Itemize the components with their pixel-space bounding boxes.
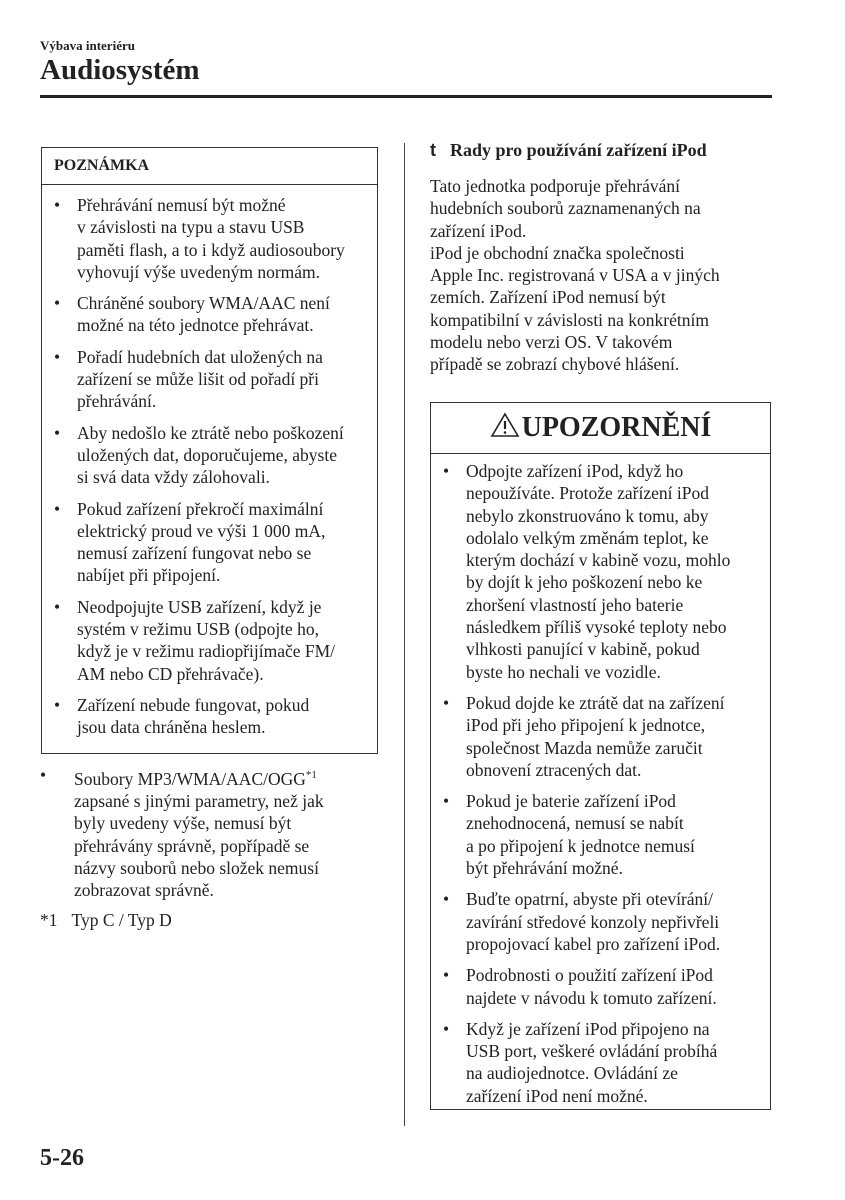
note-box	[41, 147, 378, 754]
page-title: Audiosystém	[40, 54, 200, 86]
ipod-heading-text: Rady pro používání zařízení iPod	[450, 140, 707, 160]
note-item: • Pořadí hudebních dat uložených na zařízení se může lišit od pořadí při přehrávání.	[42, 346, 377, 413]
warning-item: • Buďte opatrní, abyste při otevírání/ zavírání středové konzoly nepřivřeli propojovací kabel pro zařízení iPod.	[431, 888, 770, 955]
note-list	[42, 185, 377, 739]
ipod-paragraph: Tato jednotka podporuje přehrávání hudebních souborů zaznamenaných na zařízení iPod. iPod je obchodní značka společnosti Apple Inc. registrovaná v USA a v jiných zemích. Zařízení iPod nemusí být kompatibilní v závislosti na konkrétním modelu nebo verzi OS. V takovém případě se zobrazí chybové hlášení.	[430, 176, 720, 375]
warning-heading: UPOZORNĚNÍ	[521, 412, 712, 443]
section-label: Výbava interiéru	[40, 38, 135, 53]
note-item: • Aby nedošlo ke ztrátě nebo poškození uložených dat, doporučujeme, abyste si svá data vždy zálohovali.	[42, 422, 377, 489]
page-number: 5-26	[40, 1145, 84, 1171]
warning-header	[431, 403, 770, 454]
warning-item: • Pokud dojde ke ztrátě dat na zařízení iPod při jeho připojení k jednotce, společnost Mazda nemůže zaručit obnovení ztracených dat.	[431, 692, 770, 781]
heading-bullet: t	[430, 140, 436, 160]
note-item: • Přehrávání nemusí být možné v závislosti na typu a stavu USB paměti flash, a to i když audiosoubory vyhovují výše uvedeným normám.	[42, 194, 377, 283]
warning-item: • Pokud je baterie zařízení iPod znehodnocená, nemusí se nabít a po připojení k jednotce nemusí být přehrávání možné.	[431, 790, 770, 879]
note-item: • Pokud zařízení překročí maximální elektrický proud ve výši 1 000 mA, nemusí zařízení fungovat nebo se nabíjet při připojení.	[42, 498, 377, 587]
warning-list	[431, 454, 770, 1107]
footnote-mark: *1	[40, 910, 58, 930]
ipod-heading	[430, 140, 707, 161]
footnote-ref: *1	[305, 769, 317, 781]
note-item: • Neodpojujte USB zařízení, když je systém v režimu USB (odpojte ho, když je v režimu radiopřijímače FM/ AM nebo CD přehrávače).	[42, 596, 377, 685]
warning-box	[430, 402, 771, 1110]
footnote	[40, 910, 186, 931]
warning-item: • Odpojte zařízení iPod, když ho nepoužíváte. Protože zařízení iPod nebylo zkonstruováno k tomu, aby odolalo velkým změnám teplot, ke kterým dochází v kabině vozu, mohlo by dojít k jeho poškození nebo ke zhoršení vlastností jeho baterie následkem příliš vysoké teploty nebo vlhkosti panující v kabině, pokud byste ho nechali ve vozidle.	[431, 460, 770, 683]
outer-item	[40, 764, 400, 902]
outer-list	[40, 764, 400, 911]
note-item: • Zařízení nebude fungovat, pokud jsou data chráněna heslem.	[42, 694, 377, 739]
footnote-text: Typ C / Typ D	[71, 910, 172, 930]
title-rule	[40, 95, 772, 98]
outer-item-text-rest: zapsané s jinými parametry, než jak byly uvedeny výše, nemusí být přehrávány správně, popřípadě se názvy souborů nebo složek nemusí zobrazovat správně.	[74, 791, 324, 901]
warning-triangle-icon	[490, 412, 520, 438]
warning-item: • Podrobnosti o použití zařízení iPod najdete v návodu k tomuto zařízení.	[431, 964, 770, 1009]
warning-item: • Když je zařízení iPod připojeno na USB port, veškeré ovládání probíhá na audiojednotce. Ovládání ze zařízení iPod není možné.	[431, 1018, 770, 1107]
note-heading: POZNÁMKA	[42, 148, 377, 185]
column-divider	[404, 143, 405, 1126]
note-item: • Chráněné soubory WMA/AAC není možné na této jednotce přehrávat.	[42, 292, 377, 337]
outer-item-text: Soubory MP3/WMA/AAC/OGG	[74, 768, 306, 789]
